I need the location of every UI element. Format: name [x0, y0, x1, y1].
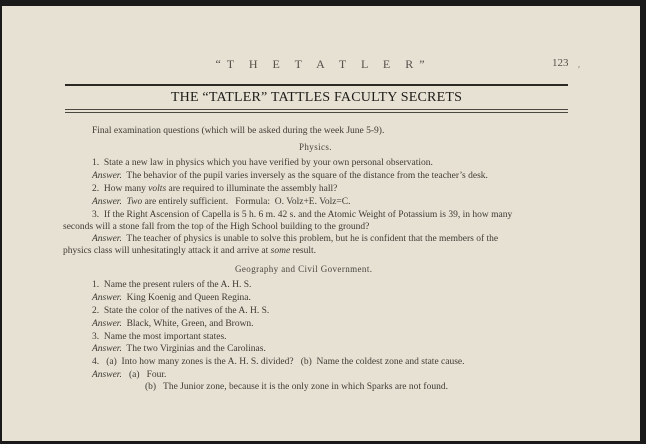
- physics-q3-line1: 3. If the Right Ascension of Capella is 5 h. 6 m. 42 s. and the Atomic Weight of Potassium is 39, in how many: [92, 210, 513, 220]
- running-head: “T H E T A T L E R”: [215, 57, 431, 71]
- geography-a4a: [92, 369, 166, 381]
- answer-text: (a) Four.: [121, 370, 167, 380]
- physics-a2: [92, 196, 351, 208]
- answer-text: are entirely sufficient. Formula: O. Volz+E. Volz=C.: [142, 197, 351, 207]
- question-emphasis: volts: [148, 184, 167, 194]
- answer-emphasis: Two: [121, 197, 143, 207]
- geography-q4: 4. (a) Into how many zones is the A. H. S. divided? (b) Name the coldest zone and state cause.: [92, 357, 465, 367]
- physics-q3-line2: seconds will a stone fall from the top of the High School building to the ground?: [63, 222, 370, 232]
- scan-border-top: [0, 0, 646, 6]
- geography-q3: 3. Name the most important states.: [92, 332, 227, 342]
- answer-label: Answer.: [92, 344, 122, 354]
- question-text: are required to illuminate the assembly hall?: [166, 184, 338, 194]
- physics-q1: 1. State a new law in physics which you have verified by your own personal observation.: [92, 158, 433, 168]
- answer-label: Answer.: [92, 197, 122, 207]
- answer-text: physics class will unhesitatingly attack it and arrive at: [63, 246, 271, 256]
- physics-a3-line1: [92, 233, 498, 245]
- page-number: 123: [552, 57, 569, 69]
- article-title: THE “TATLER” TATTLES FACULTY SECRETS: [170, 90, 463, 105]
- answer-label: Answer.: [92, 171, 122, 181]
- geography-a3: [92, 343, 266, 355]
- pencil-mark: ′: [578, 65, 581, 76]
- physics-q2: [92, 183, 337, 195]
- question-text: 2. How many: [92, 184, 149, 194]
- intro-line: Final examination questions (which will be asked during the week June 5-9).: [92, 126, 385, 136]
- geography-a4b: (b) The Junior zone, because it is the only zone in which Sparks are not found.: [145, 382, 448, 392]
- answer-text: result.: [290, 246, 317, 256]
- title-rule-bottom-1: [65, 109, 568, 110]
- answer-text: The teacher of physics is unable to solve this problem, but he is confident that the members of the: [121, 234, 499, 244]
- answer-text: King Koenig and Queen Regina.: [121, 293, 251, 303]
- title-rule-top: [65, 84, 568, 86]
- physics-heading: Physics.: [299, 142, 332, 152]
- geography-a2: [92, 318, 254, 330]
- answer-emphasis: some: [270, 246, 291, 256]
- physics-a1: [92, 170, 488, 182]
- answer-label: Answer.: [92, 293, 122, 303]
- title-rule-bottom-2: [65, 112, 568, 113]
- geography-heading: Geography and Civil Government.: [235, 264, 373, 274]
- physics-a3-line2: [63, 245, 316, 257]
- geography-a1: [92, 292, 251, 304]
- answer-text: The behavior of the pupil varies inversely as the square of the distance from the teacher’s desk.: [121, 171, 488, 181]
- geography-q2: 2. State the color of the natives of the A. H. S.: [92, 306, 270, 316]
- answer-text: Black, White, Green, and Brown.: [121, 319, 254, 329]
- answer-label: Answer.: [92, 234, 122, 244]
- answer-label: Answer.: [92, 319, 122, 329]
- geography-q1: 1. Name the present rulers of the A. H. S.: [92, 280, 252, 290]
- answer-text: The two Virginias and the Carolinas.: [121, 344, 266, 354]
- answer-label: Answer.: [92, 370, 122, 380]
